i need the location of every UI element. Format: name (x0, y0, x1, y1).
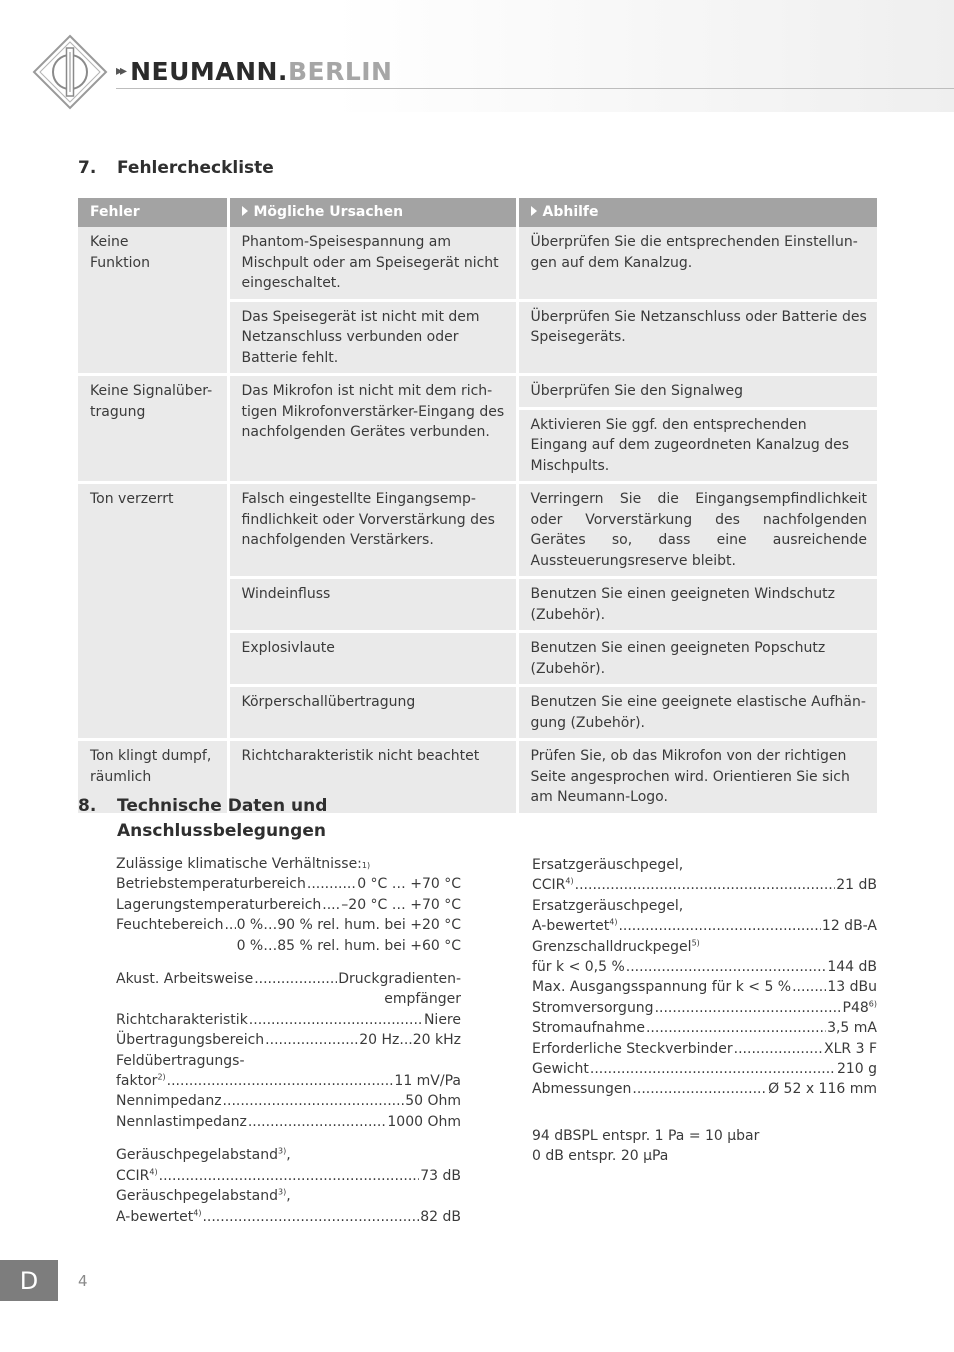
spec-snr-a: A-bewertet$^{4)}$ ..... 82 dB (116, 1207, 461, 1227)
specs-left-column (116, 854, 461, 1227)
remedy-cell: Benutzen Sie einen geeigneten Popschutz (Zubehör). (517, 632, 877, 686)
header-rule (116, 88, 954, 89)
spec-max-output: Max. Ausgangsspannung für k < 5 % ..... 13 dBu (532, 977, 877, 997)
double-chevron-icon: ▸▸ (116, 63, 125, 79)
section-7-heading (78, 156, 478, 181)
remedy-cell: Benutzen Sie eine geeignete elastische Aufhän-gung (Zubehör). (517, 686, 877, 740)
spec-snr-label: Geräuschpegelabstand$^{3)}$, (116, 1146, 291, 1164)
spec-pattern: Richtcharakteristik ..... Niere (116, 1010, 461, 1030)
spec-spl-label: Grenzschalldruckpegel$^{5)}$ (532, 937, 700, 955)
spec-noise-a: A-bewertet$^{4)}$ ..... 12 dB-A (532, 916, 877, 936)
spec-acoustic-2: empfänger (384, 991, 461, 1008)
brand-main: NEUMANN. (130, 56, 288, 86)
note-db-reference: 0 dB entspr. 20 µPa (532, 1148, 669, 1165)
remedy-cell: Prüfen Sie, ob das Mikrofon von der richtigen Seite angesprochen wird. Orientieren Sie sich am Neumann-Logo. (517, 740, 877, 815)
neumann-logo-icon (32, 34, 108, 110)
spec-field-label: Feldübertragungs- (116, 1052, 245, 1069)
spec-operating-temp: Betriebstemperaturbereich ..... 0 °C … +70 °C (116, 874, 461, 894)
cause-cell: Explosivlaute (228, 632, 517, 686)
brand-wordmark (116, 54, 392, 88)
spec-snr2-label: Geräuschpegelabstand$^{3)}$, (116, 1187, 291, 1205)
section-8-title: Technische Daten und Anschlussbelegungen (117, 796, 328, 841)
fault-checklist-table (78, 198, 877, 816)
spec-storage-temp: Lagerungstemperaturbereich ..... –20 °C … +70 °C (116, 895, 461, 915)
spec-connector: Erforderliche Steckverbinder ..... XLR 3 F (532, 1039, 877, 1059)
column-header-remedy: Abhilfe (517, 198, 877, 227)
spec-current: Stromaufnahme ..... 3,5 mA (532, 1018, 877, 1038)
column-header-fault: Fehler (78, 198, 228, 227)
spec-load-impedance: Nennlastimpedanz ..... 1000 Ohm (116, 1112, 461, 1132)
spec-frequency: Übertragungsbereich ..... 20 Hz...20 kHz (116, 1030, 461, 1050)
cause-cell: Körperschallübertragung (228, 686, 517, 740)
cause-cell: Phantom-Speisespannung am Mischpult oder am Speisegerät nicht eingeschaltet. (228, 227, 517, 300)
fault-cell: Keine Funktion (78, 227, 228, 375)
language-tab: D (0, 1260, 58, 1301)
triangle-right-icon (531, 206, 537, 216)
spec-noise-label: Ersatzgeräuschpegel, (532, 857, 684, 873)
spec-noise-ccir: CCIR$^{4)}$ ..... 21 dB (532, 875, 877, 895)
spec-spl: für k < 0,5 % ..... 144 dB (532, 957, 877, 977)
cause-cell: Richtcharakteristik nicht beachtet (228, 740, 517, 815)
cause-cell: Falsch eingestellte Eingangsemp-findlichkeit oder Vorverstärkung des nachfolgenden Verstärkers. (228, 483, 517, 578)
table-row (78, 483, 877, 578)
fault-cell: Ton verzerrt (78, 483, 228, 740)
spec-humidity: Feuchtebereich ..... 0 %…90 % rel. hum. bei +20 °C (116, 915, 461, 935)
column-header-causes: Mögliche Ursachen (228, 198, 517, 227)
spec-climate: Zulässige klimatische Verhältnisse: 1) (116, 856, 371, 872)
spec-field-factor: faktor$^{2)}$ ..... 11 mV/Pa (116, 1071, 461, 1091)
section-8-number: 8. (78, 796, 97, 816)
spec-noise2-label: Ersatzgeräuschpegel, (532, 897, 684, 914)
fault-cell: Keine Signalüber-tragung (78, 375, 228, 483)
remedy-cell: Benutzen Sie einen geeigneten Windschutz (Zubehör). (517, 578, 877, 632)
remedy-cell: Verringern Sie die Eingangsempfindlichkeit oder Vorverstärkung des nachfolgenden Gerätes so, dass eine ausreichende Aussteuerungsreserve bleibt. (517, 483, 877, 578)
section-7-number: 7. (78, 158, 97, 178)
cause-cell: Das Mikrofon ist nicht mit dem rich-tigen Mikrofonverstärker-Eingang des nachfolgenden Gerätes verbunden. (228, 375, 517, 483)
fault-cell: Ton klingt dumpf, räumlich (78, 740, 228, 815)
spec-dimensions: Abmessungen ..... Ø 52 x 116 mm (532, 1079, 877, 1099)
section-8-heading (78, 794, 478, 844)
note-spl-reference: 94 dBSPL entspr. 1 Pa = 10 µbar (532, 1127, 760, 1144)
cause-cell: Das Speisegerät ist nicht mit dem Netzanschluss verbunden oder Batterie fehlt. (228, 300, 517, 375)
page-number: 4 (78, 1272, 88, 1290)
table-row (78, 227, 877, 300)
spec-acoustic: Akust. Arbeitsweise ..... Druckgradienten- (116, 969, 461, 989)
section-7-title: Fehlercheckliste (117, 158, 274, 178)
cause-cell: Windeinfluss (228, 578, 517, 632)
remedy-cell: Überprüfen Sie den Signalweg (517, 375, 877, 409)
specs-right-column (532, 855, 877, 1167)
remedy-cell: Aktivieren Sie ggf. den entsprechenden Eingang auf dem zugeordneten Kanalzug des Mischpults. (517, 408, 877, 483)
remedy-cell: Überprüfen Sie Netzanschluss oder Batterie des Speisegeräts. (517, 300, 877, 375)
spec-humidity-2: 0 %…85 % rel. hum. bei +60 °C (236, 937, 461, 954)
spec-weight: Gewicht ..... 210 g (532, 1059, 877, 1079)
spec-power: Stromversorgung ..... P48$^{6)}$ (532, 998, 877, 1018)
table-row (78, 375, 877, 409)
brand-sub: BERLIN (287, 56, 393, 86)
table-header-row (78, 198, 877, 227)
remedy-cell: Überprüfen Sie die entsprechenden Einstellun-gen auf dem Kanalzug. (517, 227, 877, 300)
triangle-right-icon (242, 206, 248, 216)
spec-snr-ccir: CCIR$^{4)}$ ..... 73 dB (116, 1166, 461, 1186)
spec-impedance: Nennimpedanz ..... 50 Ohm (116, 1091, 461, 1111)
